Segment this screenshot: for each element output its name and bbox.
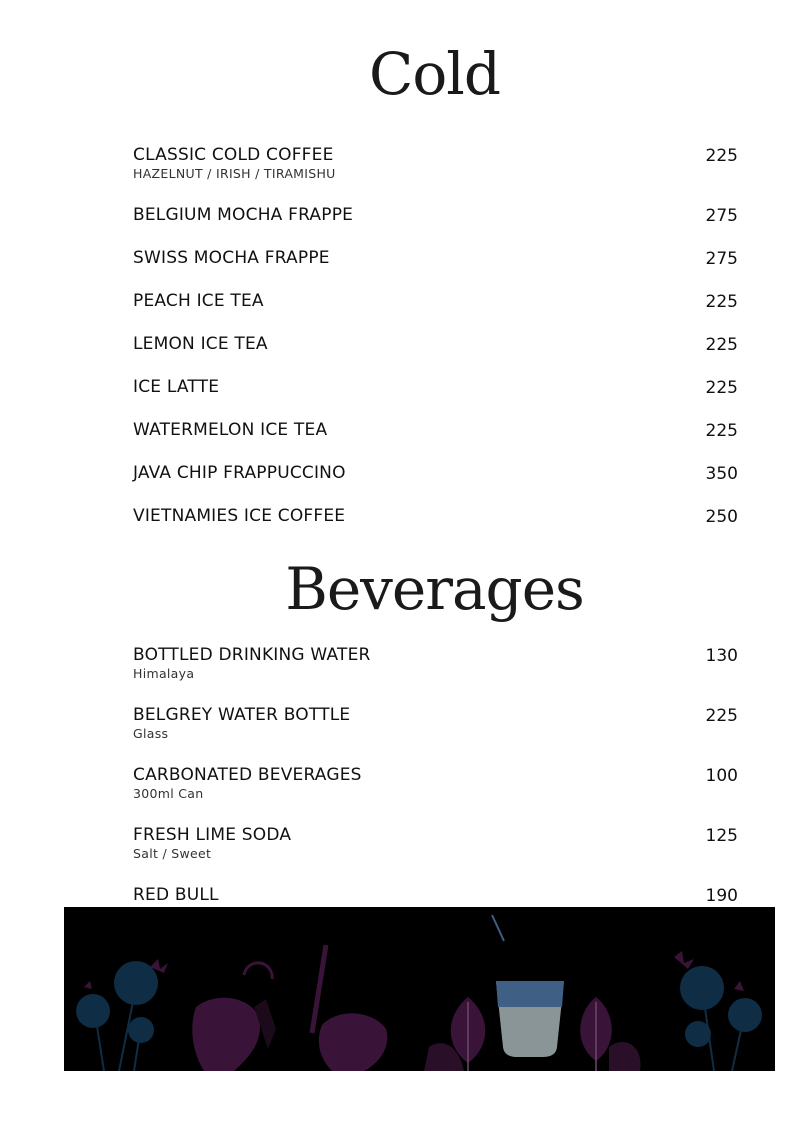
dandelion-flower-icon [76, 959, 168, 1071]
menu-item-name: BELGIUM MOCHA FRAPPE [133, 205, 354, 225]
menu-item-price: 225 [705, 335, 738, 355]
menu-item [133, 705, 738, 765]
menu-item-price: 225 [705, 706, 738, 726]
menu-item [133, 145, 738, 205]
cold-menu-list [133, 145, 738, 549]
menu-item-name: BOTTLED DRINKING WATER [133, 645, 371, 665]
menu-item [133, 645, 738, 705]
menu-item-name: ICE LATTE [133, 377, 220, 397]
monstera-leaf-icon [192, 945, 387, 1071]
menu-item-name: RED BULL [133, 885, 219, 905]
menu-item [133, 765, 738, 825]
menu-item [133, 420, 738, 463]
menu-item-description: Himalaya [133, 666, 195, 681]
menu-item-name: VIETNAMIES ICE COFFEE [133, 506, 346, 526]
menu-item [133, 377, 738, 420]
menu-item-price: 275 [705, 249, 738, 269]
menu-item-name: BELGREY WATER BOTTLE [133, 705, 351, 725]
section-title-cold: Cold [369, 40, 500, 108]
menu-item-price: 125 [705, 826, 738, 846]
menu-item [133, 334, 738, 377]
menu-item [133, 248, 738, 291]
menu-item [133, 506, 738, 549]
menu-item-price: 225 [705, 378, 738, 398]
menu-item-name: PEACH ICE TEA [133, 291, 264, 311]
decorative-banner [64, 907, 775, 1071]
menu-item [133, 825, 738, 885]
menu-item-price: 190 [705, 886, 738, 906]
menu-item-description: 300ml Can [133, 786, 204, 801]
menu-item-price: 225 [705, 146, 738, 166]
menu-item-price: 275 [705, 206, 738, 226]
menu-item-name: LEMON ICE TEA [133, 334, 268, 354]
menu-item-name: CLASSIC COLD COFFEE [133, 145, 334, 165]
section-title-beverages: Beverages [285, 555, 584, 623]
menu-item-name: SWISS MOCHA FRAPPE [133, 248, 330, 268]
menu-item-price: 130 [705, 646, 738, 666]
menu-item-price: 225 [705, 421, 738, 441]
menu-item-name: JAVA CHIP FRAPPUCCINO [133, 463, 346, 483]
menu-item [133, 291, 738, 334]
dandelion-flower-icon [674, 951, 762, 1071]
banner-illustration [64, 907, 775, 1071]
menu-item-price: 100 [705, 766, 738, 786]
menu-item-description: Salt / Sweet [133, 846, 212, 861]
menu-item-price: 225 [705, 292, 738, 312]
menu-item [133, 463, 738, 506]
menu-item-description: HAZELNUT / IRISH / TIRAMISHU [133, 166, 336, 181]
drink-glass-icon [492, 915, 564, 1057]
menu-item-name: CARBONATED BEVERAGES [133, 765, 362, 785]
menu-item-name: WATERMELON ICE TEA [133, 420, 328, 440]
menu-item-description: Glass [133, 726, 169, 741]
menu-item-price: 250 [705, 507, 738, 527]
menu-item [133, 205, 738, 248]
beverages-menu-list [133, 645, 738, 945]
menu-item-price: 350 [705, 464, 738, 484]
menu-item-name: FRESH LIME SODA [133, 825, 292, 845]
